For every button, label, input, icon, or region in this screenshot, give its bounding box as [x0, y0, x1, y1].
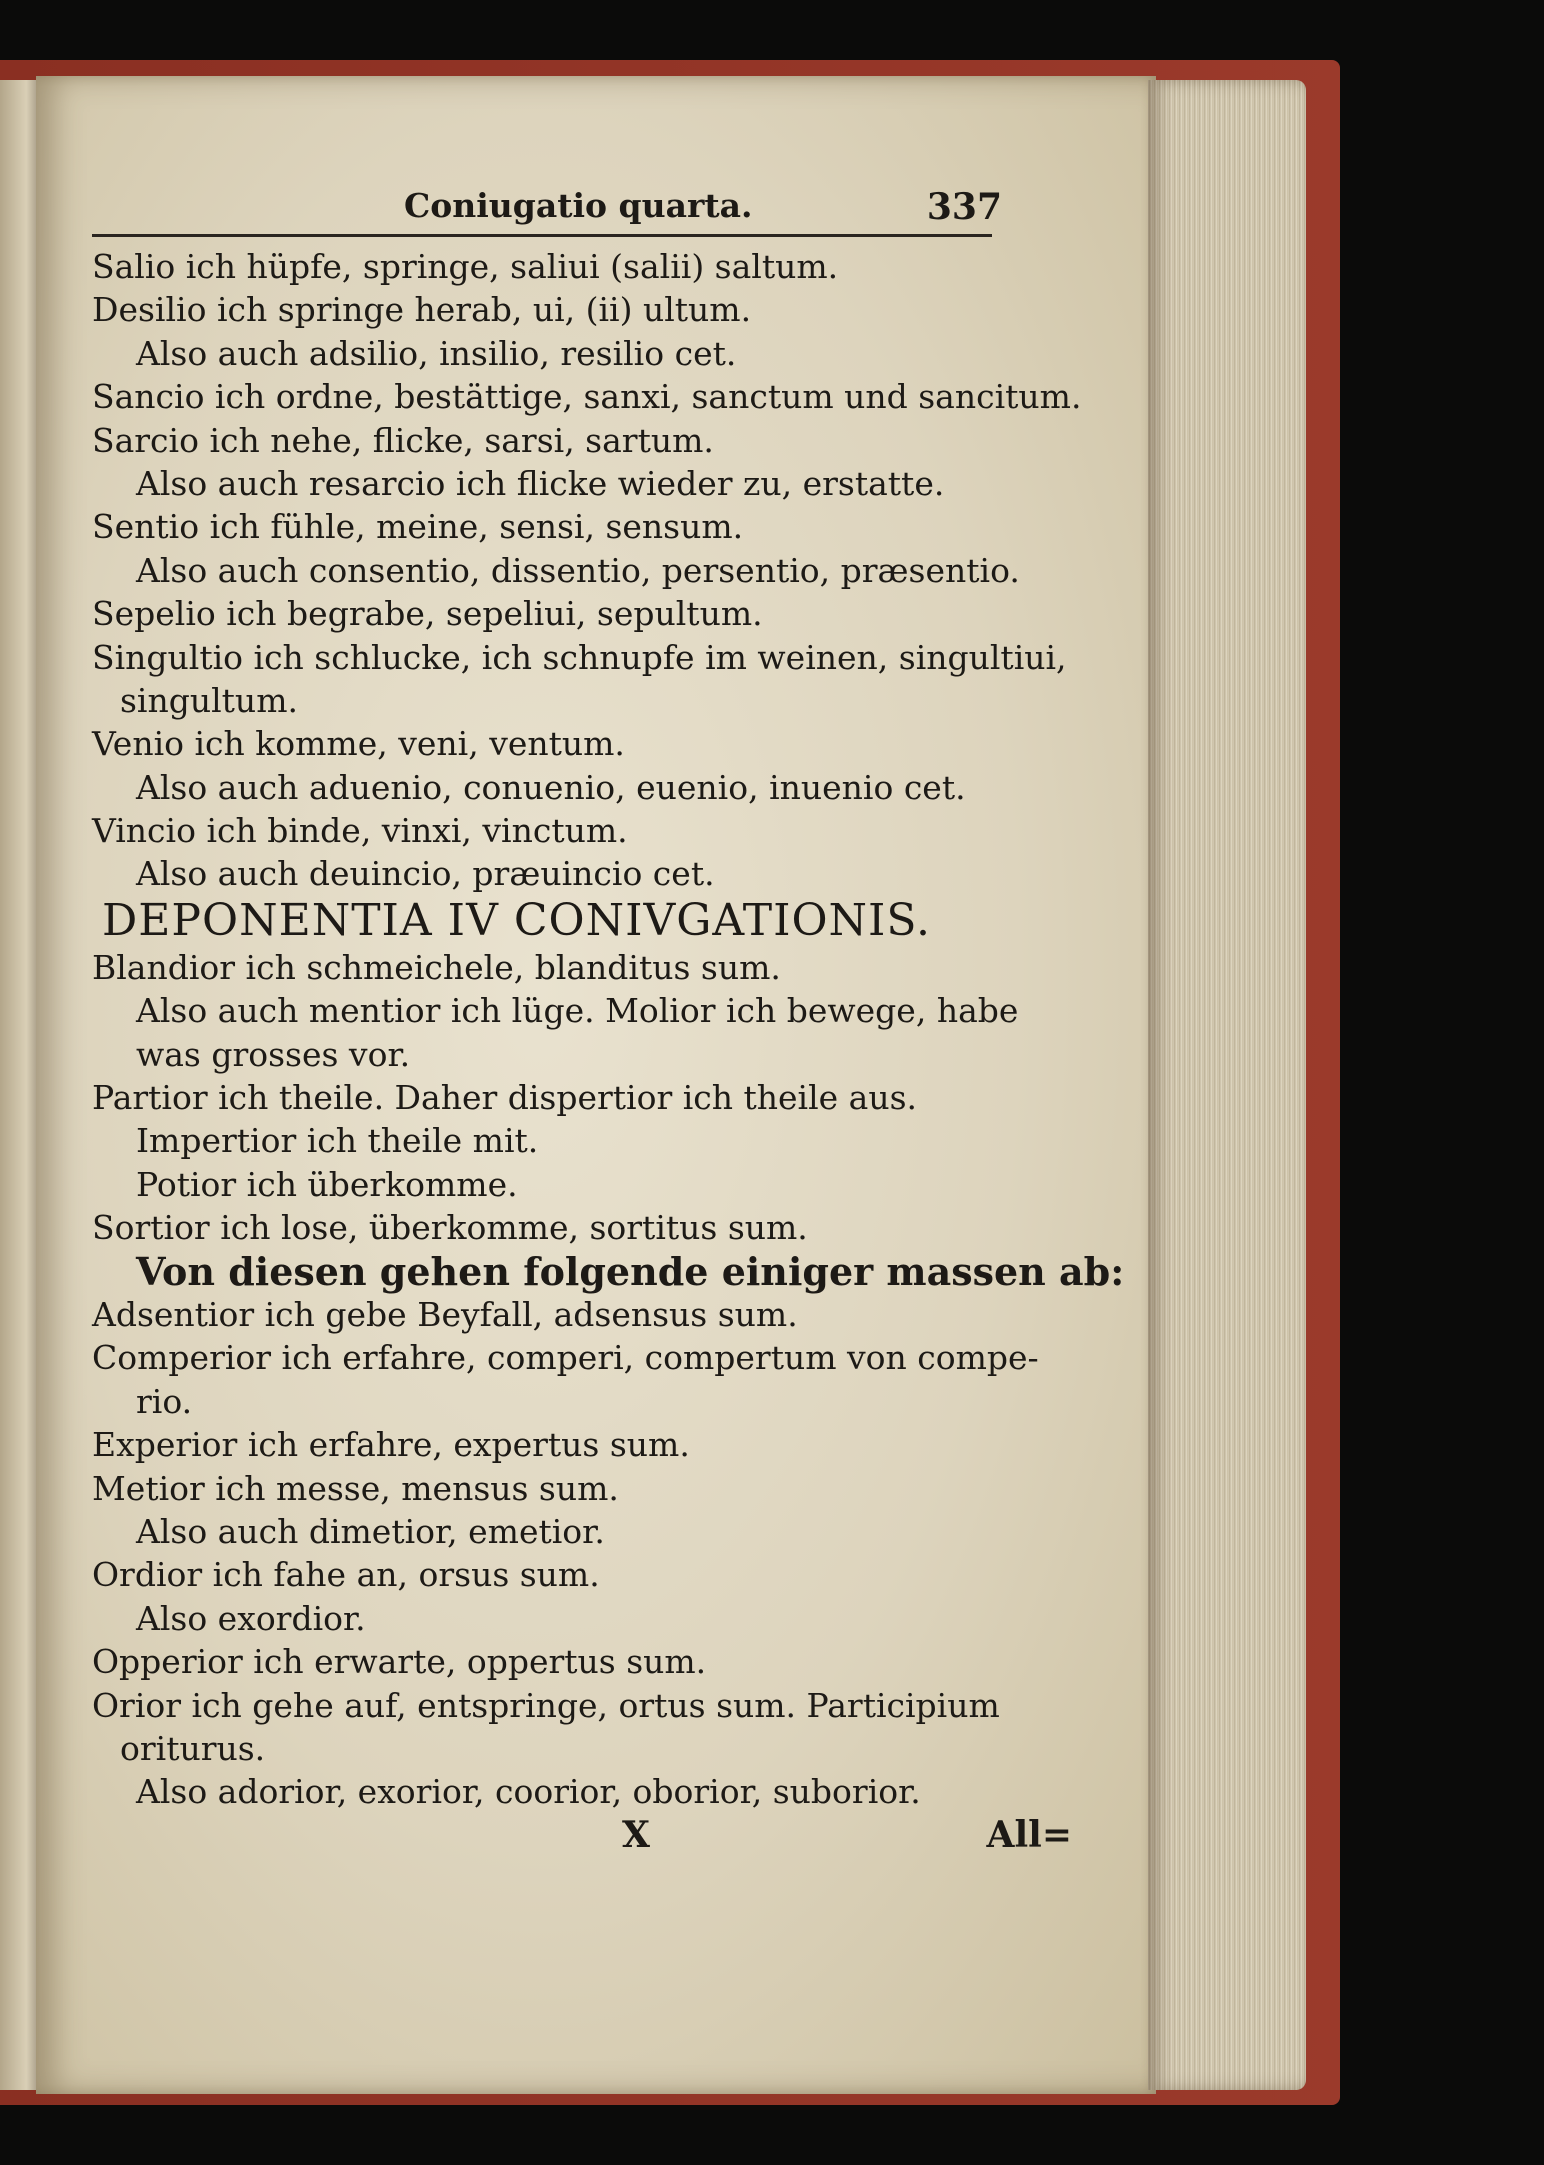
text-line: Also auch resarcio ich flicke wieder zu, erstatte.	[136, 463, 945, 503]
text-block	[92, 245, 1125, 1814]
text-line: Desilio ich springe herab, ui, (ii) ultum.	[92, 290, 752, 330]
page-content	[92, 178, 1125, 1862]
text-line: Orior ich gehe auf, entspringe, ortus sum. Participium	[92, 1685, 1000, 1725]
text-line: Sancio ich ordne, bestättige, sanxi, sanctum und sancitum.	[92, 377, 1082, 417]
text-line: Adsentior ich gebe Beyfall, adsensus sum.	[92, 1294, 798, 1334]
text-line: Metior ich messe, mensus sum.	[92, 1468, 619, 1508]
text-line: Comperior ich erfahre, comperi, compertum von compe-	[92, 1338, 1039, 1378]
text-line: Also auch deuincio, præuincio cet.	[136, 854, 715, 894]
text-line: Vincio ich binde, vinxi, vinctum.	[92, 811, 628, 851]
text-line: Ordior ich fahe an, orsus sum.	[92, 1555, 600, 1595]
text-line: Experior ich erfahre, expertus sum.	[92, 1425, 690, 1465]
text-line: Sarcio ich nehe, flicke, sarsi, sartum.	[92, 420, 714, 460]
text-line: Potior ich überkomme.	[136, 1164, 518, 1204]
page-footer	[92, 1813, 1072, 1862]
subheading: Von diesen gehen folgende einiger massen ab:	[136, 1248, 1125, 1294]
text-line: Also auch mentior ich lüge. Molior ich bewege, habe	[136, 991, 1019, 1031]
text-line: Also auch consentio, dissentio, persentio, præsentio.	[136, 550, 1020, 590]
text-line: Venio ich komme, veni, ventum.	[92, 724, 625, 764]
text-line: Also auch dimetior, emetior.	[136, 1511, 605, 1551]
signature-mark: X	[622, 1813, 650, 1856]
text-line: singultum.	[120, 680, 298, 720]
page-edges	[1148, 80, 1306, 2090]
page-number: 337	[926, 186, 1002, 228]
text-line: Also adorior, exorior, coorior, oborior, suborior.	[136, 1772, 921, 1812]
text-line: Opperior ich erwarte, oppertus sum.	[92, 1642, 707, 1682]
text-line: Also auch aduenio, conuenio, euenio, inuenio cet.	[136, 767, 966, 807]
section-heading: DEPONENTIA IV CONIVGATIONIS.	[102, 894, 931, 946]
text-line: rio.	[136, 1381, 193, 1421]
text-line: Blandior ich schmeichele, blanditus sum.	[92, 947, 781, 987]
text-line: oriturus.	[120, 1728, 266, 1768]
text-line: Sortior ich lose, überkomme, sortitus sum.	[92, 1208, 808, 1248]
text-line: Salio ich hüpfe, springe, saliui (salii) saltum.	[92, 247, 839, 286]
text-line: Partior ich theile. Daher dispertior ich theile aus.	[92, 1078, 918, 1118]
text-line: Also exordior.	[136, 1598, 366, 1638]
text-line: Sepelio ich begrabe, sepeliui, sepultum.	[92, 594, 763, 634]
text-line: Sentio ich fühle, meine, sensi, sensum.	[92, 507, 744, 547]
text-line: Also auch adsilio, insilio, resilio cet.	[136, 333, 737, 373]
text-line: Singultio ich schlucke, ich schnupfe im weinen, singultiui,	[92, 637, 1067, 677]
text-line: was grosses vor.	[136, 1034, 411, 1074]
text-line: Impertior ich theile mit.	[136, 1121, 539, 1161]
running-title: Coniugatio quarta.	[404, 186, 753, 225]
catchword: All=	[986, 1813, 1072, 1856]
running-header	[92, 178, 1002, 237]
